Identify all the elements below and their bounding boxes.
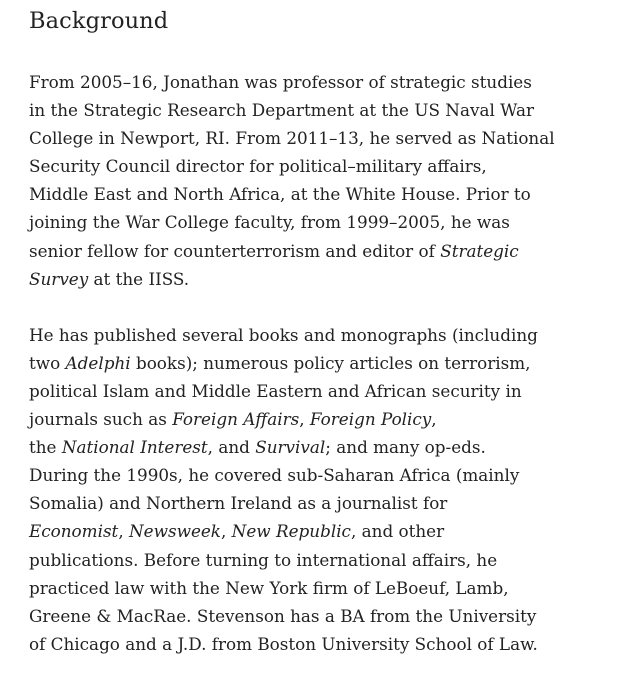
text-line: practiced law with the New York firm of LeBoeuf, Lamb, (29, 577, 509, 598)
text-line: journals such as Foreign Affairs, Foreign Policy, (29, 409, 437, 430)
publication-title: Survival (255, 437, 326, 458)
text-line: Survey at the IISS. (29, 268, 190, 289)
document-page (29, 0, 614, 658)
publication-title: Newsweek (128, 521, 221, 542)
biography (29, 68, 614, 658)
text-line: Middle East and North Africa, at the White House. Prior to (29, 184, 531, 205)
text-line: College in Newport, RI. From 2011–13, he served as National (29, 128, 555, 149)
text-line: in the Strategic Research Department at the US Naval War (29, 100, 534, 121)
text-line: Security Council director for political–military affairs, (29, 156, 487, 177)
text-line: Somalia) and Northern Ireland as a journalist for (29, 493, 448, 514)
text-line: Economist, Newsweek, New Republic, and other (29, 521, 445, 542)
publication-title: Strategic (440, 240, 519, 261)
text-line: the National Interest, and Survival; and many op-eds. (29, 437, 486, 458)
text-line: political Islam and Middle Eastern and African security in (29, 380, 522, 401)
publication-title: National Interest (61, 437, 208, 458)
text-line: publications. Before turning to international affairs, he (29, 549, 498, 570)
publication-title: Economist (29, 521, 119, 542)
section-heading: Background (29, 8, 169, 34)
publication-title: Foreign Policy (309, 409, 432, 430)
paragraph-career (29, 68, 614, 293)
publication-title: Survey (29, 268, 89, 289)
text-line: From 2005–16, Jonathan was professor of strategic studies (29, 72, 532, 92)
paragraph-publications (29, 321, 614, 658)
publication-title: New Republic (231, 521, 351, 542)
text-line: senior fellow for counterterrorism and editor of Strategic (29, 240, 519, 261)
text-line: During the 1990s, he covered sub-Saharan Africa (mainly (29, 465, 520, 486)
text-line: He has published several books and monographs (including (29, 324, 538, 345)
publication-title: Foreign Affairs (172, 409, 300, 430)
text-line: two Adelphi books); numerous policy articles on terrorism, (29, 352, 531, 373)
text-line: of Chicago and a J.D. from Boston University School of Law. (29, 633, 538, 654)
text-line: Greene & MacRae. Stevenson has a BA from the University (29, 605, 537, 626)
publication-title: Adelphi (65, 352, 131, 373)
text-line: joining the War College faculty, from 1999–2005, he was (29, 212, 510, 233)
